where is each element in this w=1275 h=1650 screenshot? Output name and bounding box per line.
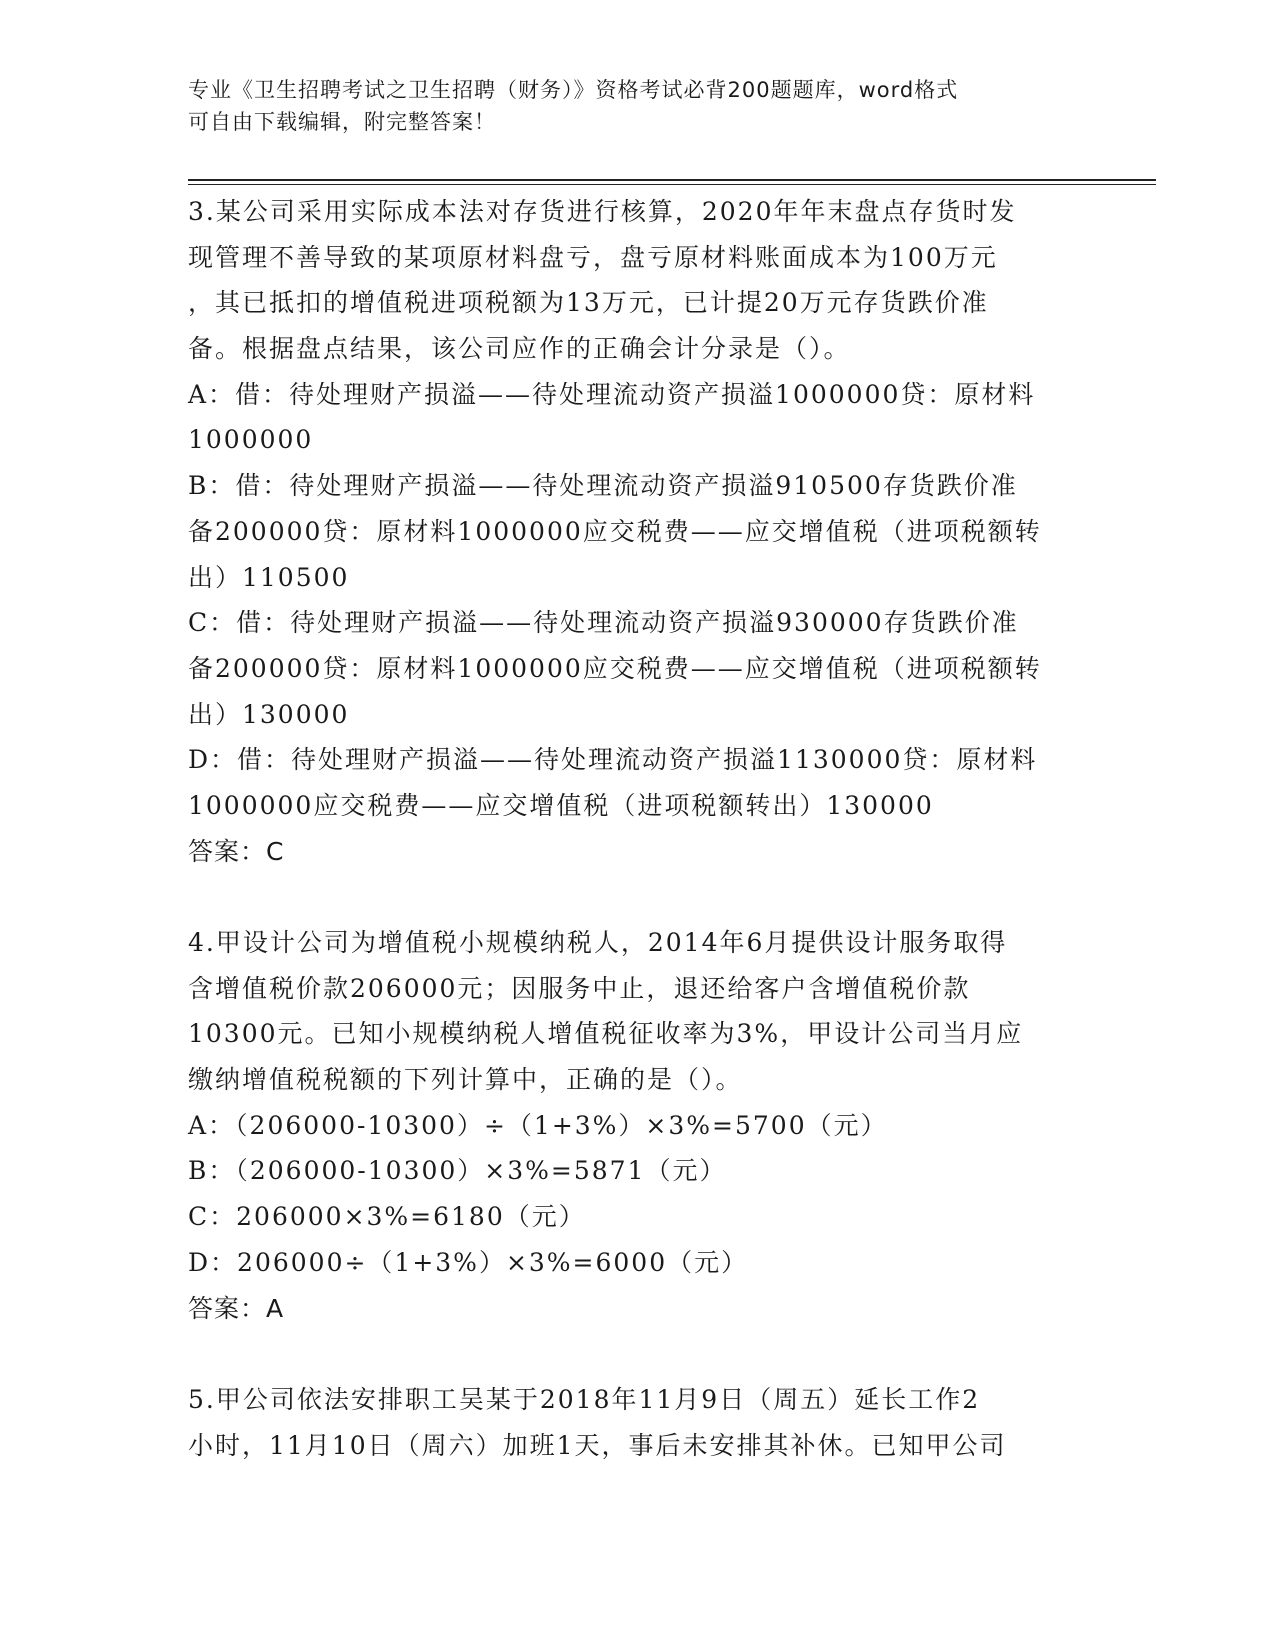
option-line: 备200000贷：原材料1000000应交税费——应交增值税（进项税额转 [188,653,1042,683]
option-d [188,737,1088,828]
option-line: 1000000 [188,425,314,455]
option-c [188,600,1088,737]
stem-line: 备。根据盘点结果，该公司应作的正确会计分录是（）。 [188,334,851,364]
document-header [188,74,1068,138]
option-d: D：206000÷（1+3%）×3%=6000（元） [188,1247,749,1277]
header-line-1: 专业《卫生招聘考试之卫生招聘（财务）》资格考试必背200题题库，word格式 [188,78,959,102]
stem-line: 3.某公司采用实际成本法对存货进行核算，2020年年末盘点存货时发 [188,197,1017,226]
question-spacer [188,874,1088,920]
option-c: C：206000×3%=6180（元） [188,1202,586,1232]
option-line: 备200000贷：原材料1000000应交税费——应交增值税（进项税额转 [188,516,1042,546]
header-divider-thick [188,179,1156,181]
option-b [188,463,1088,600]
stem-line: 4.甲设计公司为增值税小规模纳税人，2014年6月提供设计服务取得 [188,928,1008,957]
option-line: A：借：待处理财产损溢——待处理流动资产损溢1000000贷：原材料 [188,379,1036,409]
question-spacer [188,1331,1088,1377]
option-a [188,372,1088,463]
stem-line: 小时，11月10日（周六）加班1天，事后未安排其补休。已知甲公司 [188,1430,1007,1460]
header-line-2: 可自由下载编辑，附完整答案！ [188,110,496,134]
question-stem [188,1377,1088,1468]
stem-line: 现管理不善导致的某项原材料盘亏，盘亏原材料账面成本为100万元 [188,242,998,272]
option-line: C：借：待处理财产损溢——待处理流动资产损溢930000存货跌价准 [188,608,1019,638]
option-line: 出）110500 [188,562,350,592]
stem-line: 含增值税价款206000元；因服务中止，退还给客户含增值税价款 [188,973,971,1003]
option-line: B：借：待处理财产损溢——待处理流动资产损溢910500存货跌价准 [188,471,1018,501]
question-list [188,189,1088,1468]
question-stem [188,920,1088,1103]
question-5 [188,1377,1088,1468]
question-stem [188,189,1088,372]
question-3 [188,189,1088,874]
option-line: 1000000应交税费——应交增值税（进项税额转出）130000 [188,790,934,820]
option-b: B：（206000-10300）×3%=5871（元） [188,1156,727,1186]
stem-line: 缴纳增值税税额的下列计算中，正确的是（）。 [188,1065,743,1095]
answer-label: 答案：A [188,1293,285,1323]
option-a: A：（206000-10300）÷（1+3%）×3%=5700（元） [188,1110,888,1140]
stem-line: 10300元。已知小规模纳税人增值税征收率为3%，甲设计公司当月应 [188,1019,1024,1049]
answer-label: 答案：C [188,836,285,866]
header-divider-thin [188,184,1156,185]
option-line: D：借：待处理财产损溢——待处理流动资产损溢1130000贷：原材料 [188,745,1038,775]
option-line: 出）130000 [188,699,350,729]
stem-line: ，其已抵扣的增值税进项税额为13万元，已计提20万元存货跌价准 [188,288,989,318]
question-4 [188,920,1088,1331]
stem-line: 5.甲公司依法安排职工吴某于2018年11月9日（周五）延长工作2 [188,1384,981,1414]
